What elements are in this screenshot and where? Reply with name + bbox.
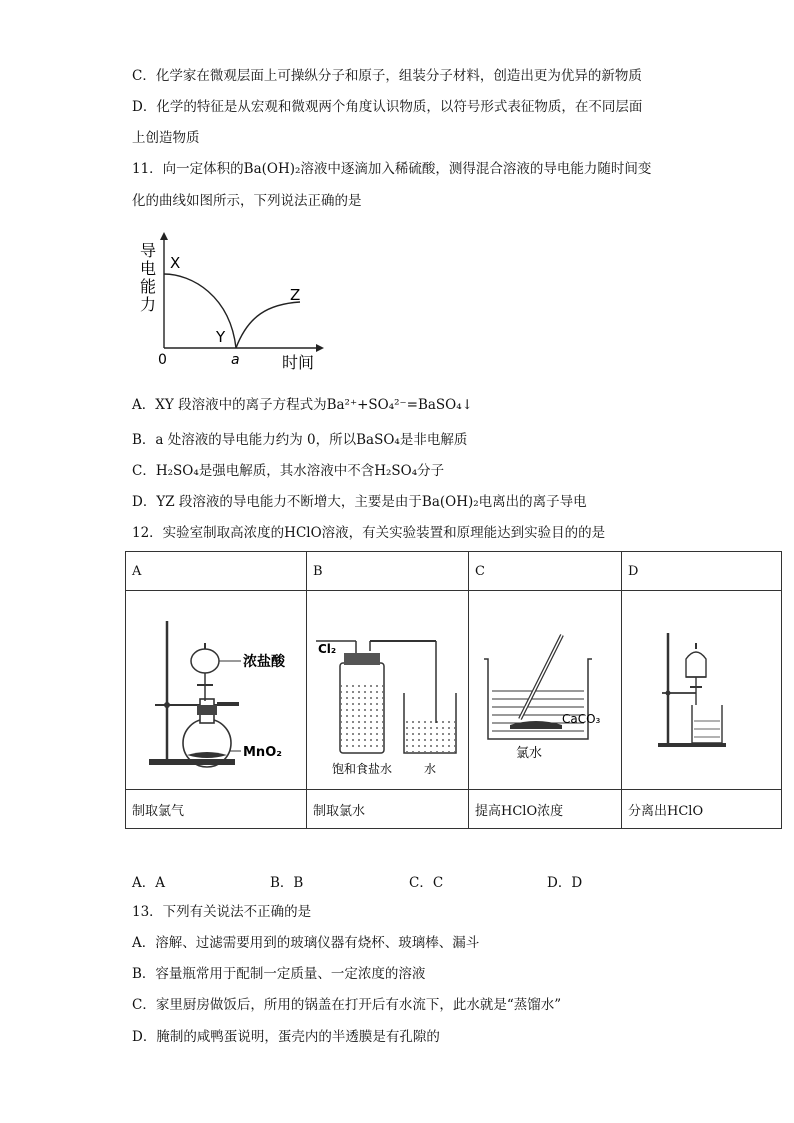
- q12-option-b: B．B: [270, 875, 304, 891]
- q11-stem-line1: 11．向一定体积的Ba(OH)₂溶液中逐滴加入稀硫酸，测得混合溶液的导电能力随时间变: [132, 161, 652, 177]
- caption-b: 制取氯水: [307, 790, 469, 829]
- q12-option-c: C．C: [409, 875, 444, 891]
- caption-c: 提高HClO浓度: [469, 790, 622, 829]
- point-z-label: Z: [290, 286, 301, 304]
- caption-a: 制取氯气: [126, 790, 307, 829]
- apparatus-a-cell: [126, 591, 307, 790]
- curve-xy: [164, 274, 236, 348]
- point-y-label: Y: [216, 328, 226, 346]
- chlorine-water-apparatus: [308, 593, 468, 783]
- header-a: A: [126, 552, 307, 591]
- label-conc-hcl: 浓盐酸: [242, 654, 285, 670]
- header-b: B: [307, 552, 469, 591]
- label-cl2: Cl₂: [317, 642, 336, 656]
- q10-option-d-line2: 上创造物质: [132, 130, 200, 146]
- apparatus-b-cell: [307, 591, 469, 790]
- ylabel-char-3: 能: [140, 277, 157, 296]
- separation-apparatus: [624, 593, 780, 783]
- apparatus-d-cell: [622, 591, 782, 790]
- header-d: D: [622, 552, 782, 591]
- q12-option-d: D．D: [547, 875, 583, 891]
- ylabel-char-1: 导: [140, 241, 157, 260]
- q10-option-d-line1: D．化学的特征是从宏观和微观两个角度认识物质，以符号形式表征物质，在不同层面: [132, 99, 643, 115]
- xlabel: 时间: [282, 353, 315, 372]
- q13-option-c: C．家里厨房做饭后，所用的锅盖在打开后有水流下，此水就是“蒸馏水”: [132, 997, 562, 1013]
- point-x-label: X: [170, 254, 181, 272]
- q12-apparatus-table: [125, 551, 782, 829]
- label-chlorine-water: 氯水: [516, 746, 543, 761]
- header-c: C: [469, 552, 622, 591]
- hclo-concentrate-apparatus: [470, 593, 620, 783]
- point-a-label: a: [231, 352, 240, 368]
- q13-option-b: B．容量瓶常用于配制一定质量、一定浓度的溶液: [132, 966, 426, 982]
- label-water: 水: [423, 762, 436, 776]
- q10-option-c: C．化学家在微观层面上可操纵分子和原子，组装分子材料，创造出更为优异的新物质: [132, 68, 642, 84]
- ylabel-char-4: 力: [140, 295, 157, 314]
- q13-stem: 13．下列有关说法不正确的是: [132, 904, 312, 920]
- chlorine-generator-apparatus: [129, 593, 304, 783]
- origin-label: 0: [158, 352, 167, 368]
- curve-yz: [236, 302, 300, 348]
- label-mno2: MnO₂: [242, 745, 282, 760]
- q12-stem: 12．实验室制取高浓度的HClO溶液，有关实验装置和原理能达到实验目的的是: [132, 525, 606, 541]
- q13-option-d: D．腌制的咸鸭蛋说明，蛋壳内的半透膜是有孔隙的: [132, 1029, 440, 1045]
- x-axis-arrow: [316, 344, 324, 352]
- q11-option-a: A．XY 段溶液中的离子方程式为Ba²⁺+SO₄²⁻=BaSO₄↓: [132, 397, 473, 413]
- q13-option-a: A．溶解、过滤需要用到的玻璃仪器有烧杯、玻璃棒、漏斗: [132, 935, 480, 951]
- q11-option-c: C．H₂SO₄是强电解质，其水溶液中不含H₂SO₄分子: [132, 463, 445, 479]
- q11-option-b: B．a 处溶液的导电能力约为 0，所以BaSO₄是非电解质: [132, 432, 468, 448]
- label-brine: 饱和食盐水: [331, 762, 392, 776]
- label-caco3: CaCO₃: [562, 712, 601, 726]
- q12-option-a: A．A: [132, 875, 165, 891]
- apparatus-c-cell: [469, 591, 622, 790]
- q11-option-d: D．YZ 段溶液的导电能力不断增大，主要是由于Ba(OH)₂电离出的离子导电: [132, 494, 587, 510]
- conductivity-graph: [130, 230, 350, 380]
- q11-stem-line2: 化的曲线如图所示，下列说法正确的是: [132, 193, 362, 209]
- caption-d: 分离出HClO: [622, 790, 782, 829]
- y-axis-arrow: [160, 232, 168, 240]
- ylabel-char-2: 电: [140, 259, 157, 278]
